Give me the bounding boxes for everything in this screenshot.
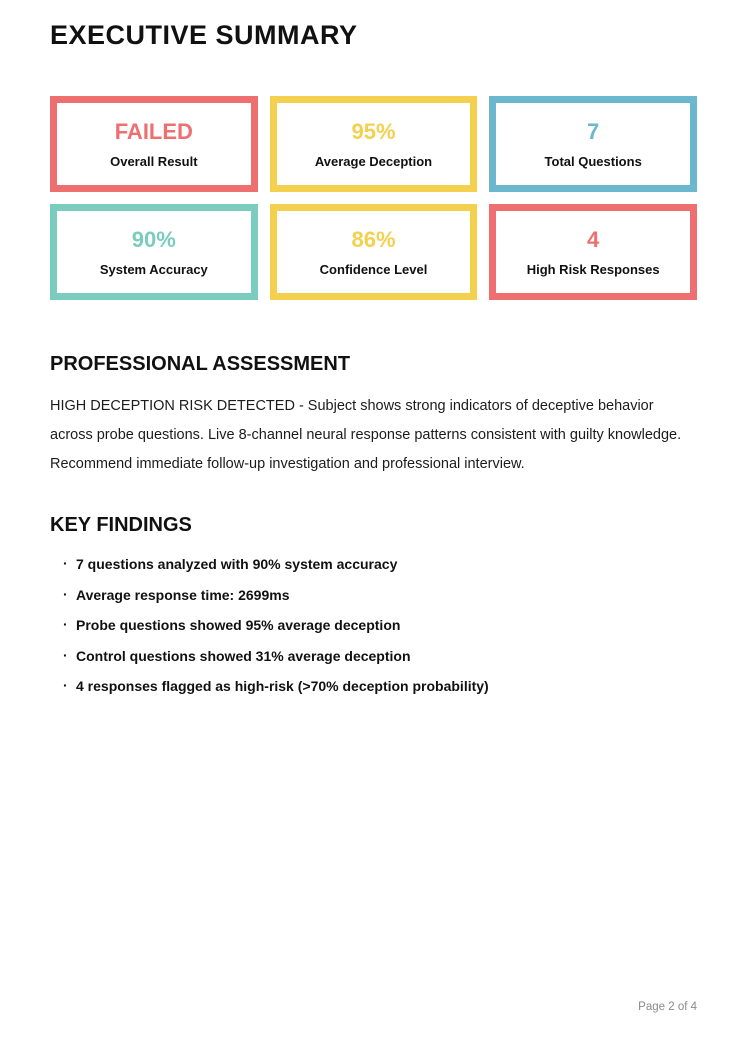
stat-card-overall-result <box>50 96 258 192</box>
stat-label: Confidence Level <box>319 261 428 277</box>
stat-card-total-questions <box>489 96 697 192</box>
finding-item: · Average response time: 2699ms <box>50 588 697 602</box>
stat-value: 4 <box>587 226 600 252</box>
stat-value: 7 <box>587 118 600 144</box>
stat-card-system-accuracy <box>50 204 258 300</box>
finding-item: · 4 responses flagged as high-risk (>70% deception probability) <box>50 679 697 693</box>
professional-assessment-text: HIGH DECEPTION RISK DETECTED - Subject shows strong indicators of deceptive behavior across probe questions. Live 8-channel neural response patterns consistent with guilty knowledge. Recommend immediate follow-up investigation and professional interview. <box>50 398 682 472</box>
finding-item: · Probe questions showed 95% average deception <box>50 618 697 632</box>
stat-card-high-risk-responses <box>489 204 697 300</box>
stat-label: Total Questions <box>544 153 642 169</box>
stat-value: 86% <box>351 226 396 252</box>
professional-assessment-heading: PROFESSIONAL ASSESSMENT <box>50 353 351 375</box>
stat-label: High Risk Responses <box>526 261 660 277</box>
finding-item: · Control questions showed 31% average deception <box>50 649 697 663</box>
stat-label: Overall Result <box>110 153 198 169</box>
key-findings-heading: KEY FINDINGS <box>50 514 192 536</box>
stat-label: Average Deception <box>314 153 433 169</box>
key-findings-list <box>50 557 697 693</box>
stat-value: 95% <box>351 118 396 144</box>
stat-card-average-deception <box>270 96 478 192</box>
page-title: EXECUTIVE SUMMARY <box>50 20 358 50</box>
stat-card-confidence-level <box>270 204 478 300</box>
finding-item: · 7 questions analyzed with 90% system accuracy <box>50 557 697 571</box>
stat-value: FAILED <box>114 118 193 144</box>
stat-label: System Accuracy <box>99 261 208 277</box>
stat-value: 90% <box>131 226 176 252</box>
stat-card-grid <box>50 96 697 300</box>
page-number: Page 2 of 4 <box>638 1001 697 1013</box>
